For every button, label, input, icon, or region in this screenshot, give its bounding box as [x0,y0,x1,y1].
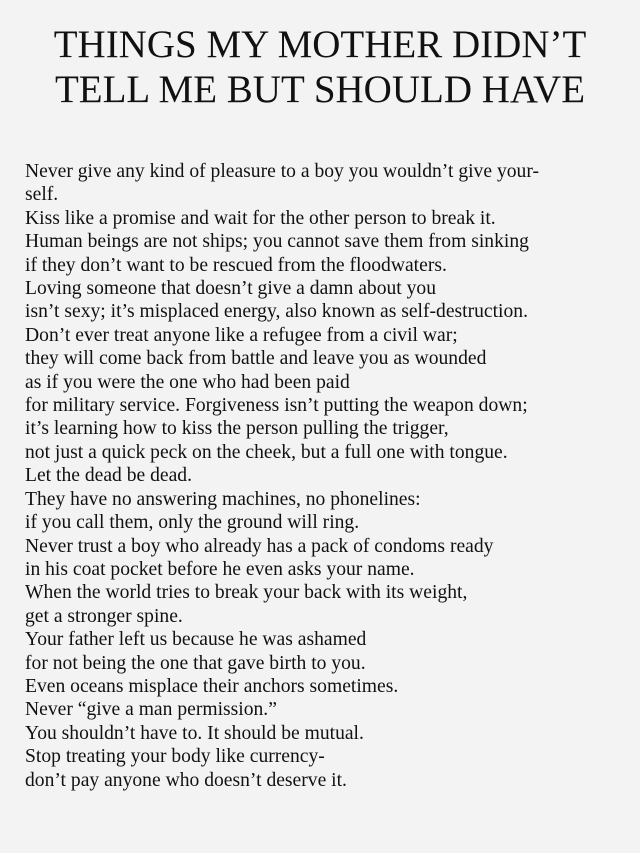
poem-line: don’t pay anyone who doesn’t deserve it. [25,769,347,791]
poem-line: They have no answering machines, no phonelines: [25,488,421,510]
poem-line: Don’t ever treat anyone like a refugee from a civil war; [25,324,458,346]
poem-line: get a stronger spine. [25,605,183,627]
poem-body [25,160,625,792]
poem-line: Kiss like a promise and wait for the other person to break it. [25,207,496,229]
poem-line: isn’t sexy; it’s misplaced energy, also known as self-destruction. [25,301,528,323]
poem-line: Human beings are not ships; you cannot save them from sinking [25,231,529,253]
poem-line: for not being the one that gave birth to you. [25,652,366,674]
poem-line: Your father left us because he was ashamed [25,629,367,651]
poem-line: You shouldn’t have to. It should be mutual. [25,722,364,744]
poem-line: Never trust a boy who already has a pack of condoms ready [25,535,494,557]
poem-line: Never give any kind of pleasure to a boy you wouldn’t give your- [25,161,540,182]
poem-line: Even oceans misplace their anchors sometimes. [25,675,399,697]
poem-line: self. [25,184,59,206]
poem-line: it’s learning how to kiss the person pulling the trigger, [25,418,449,440]
page-title [0,22,640,112]
title-line-2: TELL ME BUT SHOULD HAVE [54,68,586,111]
poem-line: as if you were the one who had been paid [25,371,350,393]
poem-line: Let the dead be dead. [25,465,193,487]
poem-line: Stop treating your body like currency- [25,746,325,768]
poem-line: in his coat pocket before he even asks your name. [25,558,415,580]
poem-line: Never “give a man permission.” [25,699,277,721]
poem-line: Loving someone that doesn’t give a damn about you [25,278,437,300]
poem-line: if you call them, only the ground will ring. [25,512,360,534]
poem-line: When the world tries to break your back with its weight, [25,582,468,604]
poem-line: not just a quick peck on the cheek, but a full one with tongue. [25,441,508,463]
title-line-1: THINGS MY MOTHER DIDN’T [53,23,587,66]
poem-line: for military service. Forgiveness isn’t putting the weapon down; [25,395,528,417]
poem-line: if they don’t want to be rescued from the floodwaters. [25,254,447,276]
poem-line: they will come back from battle and leave you as wounded [25,348,487,370]
